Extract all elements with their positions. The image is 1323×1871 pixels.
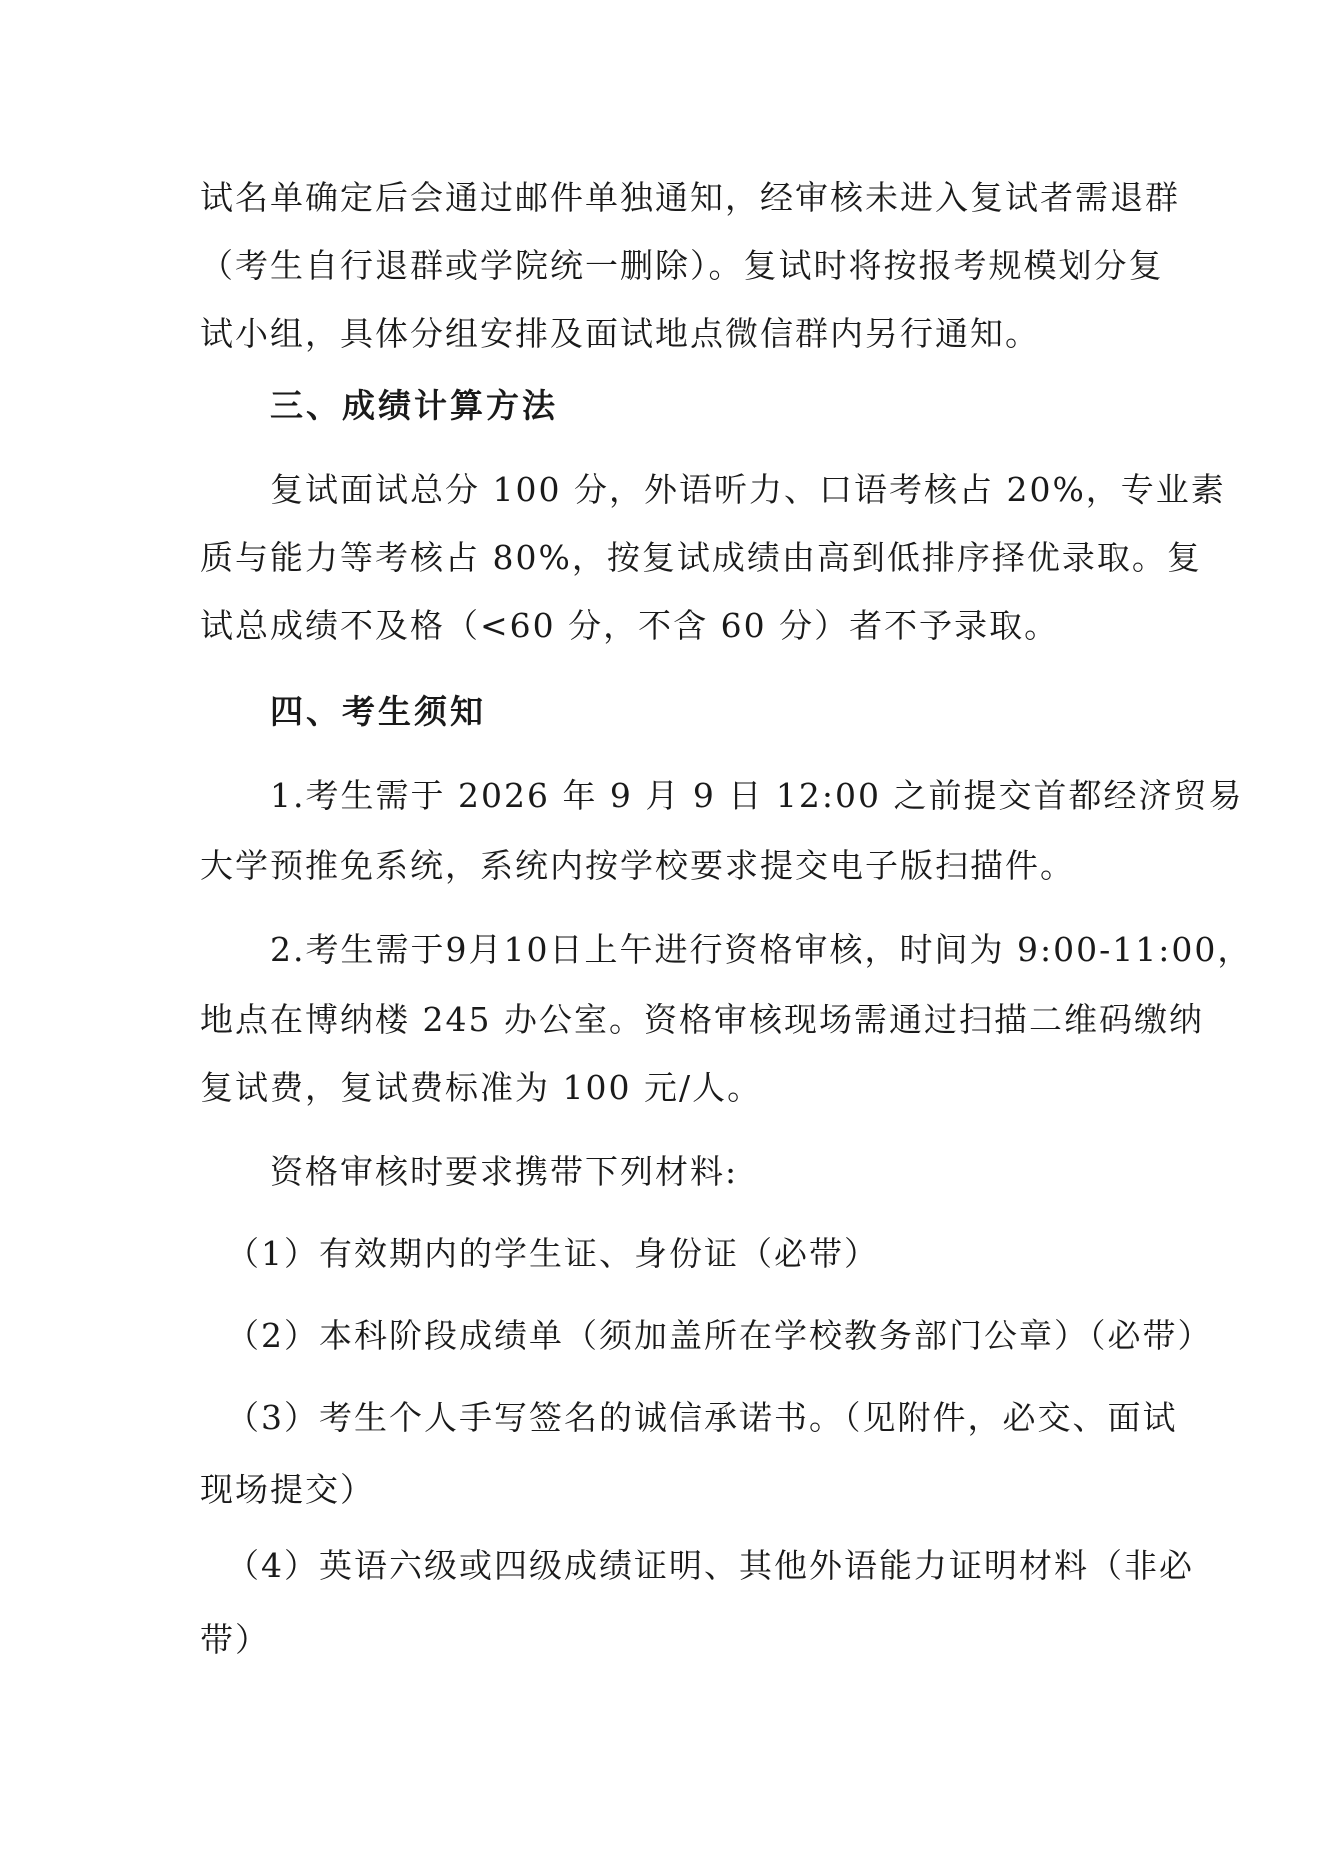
material-item-4-line-2: 带） (200, 1620, 270, 1659)
material-item-3-line-2: 现场提交） (200, 1470, 375, 1509)
materials-intro: 资格审核时要求携带下列材料: (270, 1152, 739, 1191)
scoring-line-2: 质与能力等考核占 80%，按复试成绩由高到低排序择优录取。复 (200, 538, 1202, 577)
notice1-line-1: 1.考生需于 2026 年 9 月 9 日 12:00 之前提交首都经济贸易 (270, 776, 1244, 815)
section-heading-notice: 四、考生须知 (270, 692, 486, 731)
notice1-line-2: 大学预推免系统，系统内按学校要求提交电子版扫描件。 (200, 846, 1075, 885)
notice2-line-3: 复试费，复试费标准为 100 元/人。 (200, 1068, 763, 1107)
material-item-3-line-1: （3）考生个人手写签名的诚信承诺书。（见附件，必交、面试 (226, 1398, 1178, 1437)
scoring-line-1: 复试面试总分 100 分，外语听力、口语考核占 20%，专业素 (270, 470, 1226, 509)
notice2-line-2: 地点在博纳楼 245 办公室。资格审核现场需通过扫描二维码缴纳 (200, 1000, 1204, 1039)
notice2-line-1: 2.考生需于9月10日上午进行资格审核，时间为 9:00-11:00， (270, 930, 1253, 969)
scoring-line-3: 试总成绩不及格（<60 分，不含 60 分）者不予录取。 (200, 606, 1060, 645)
material-item-1: （1）有效期内的学生证、身份证（必带） (226, 1234, 879, 1273)
material-item-2: （2）本科阶段成绩单（须加盖所在学校教务部门公章）（必带） (226, 1316, 1213, 1355)
material-item-4-line-1: （4）英语六级或四级成绩证明、其他外语能力证明材料（非必 (226, 1546, 1194, 1585)
section-heading-scoring: 三、成绩计算方法 (270, 386, 558, 425)
intro-line-2: （考生自行退群或学院统一删除）。复试时将按报考规模划分复 (200, 246, 1164, 285)
intro-line-1: 试名单确定后会通过邮件单独通知，经审核未进入复试者需退群 (200, 178, 1180, 217)
intro-line-3: 试小组，具体分组安排及面试地点微信群内另行通知。 (200, 314, 1040, 353)
